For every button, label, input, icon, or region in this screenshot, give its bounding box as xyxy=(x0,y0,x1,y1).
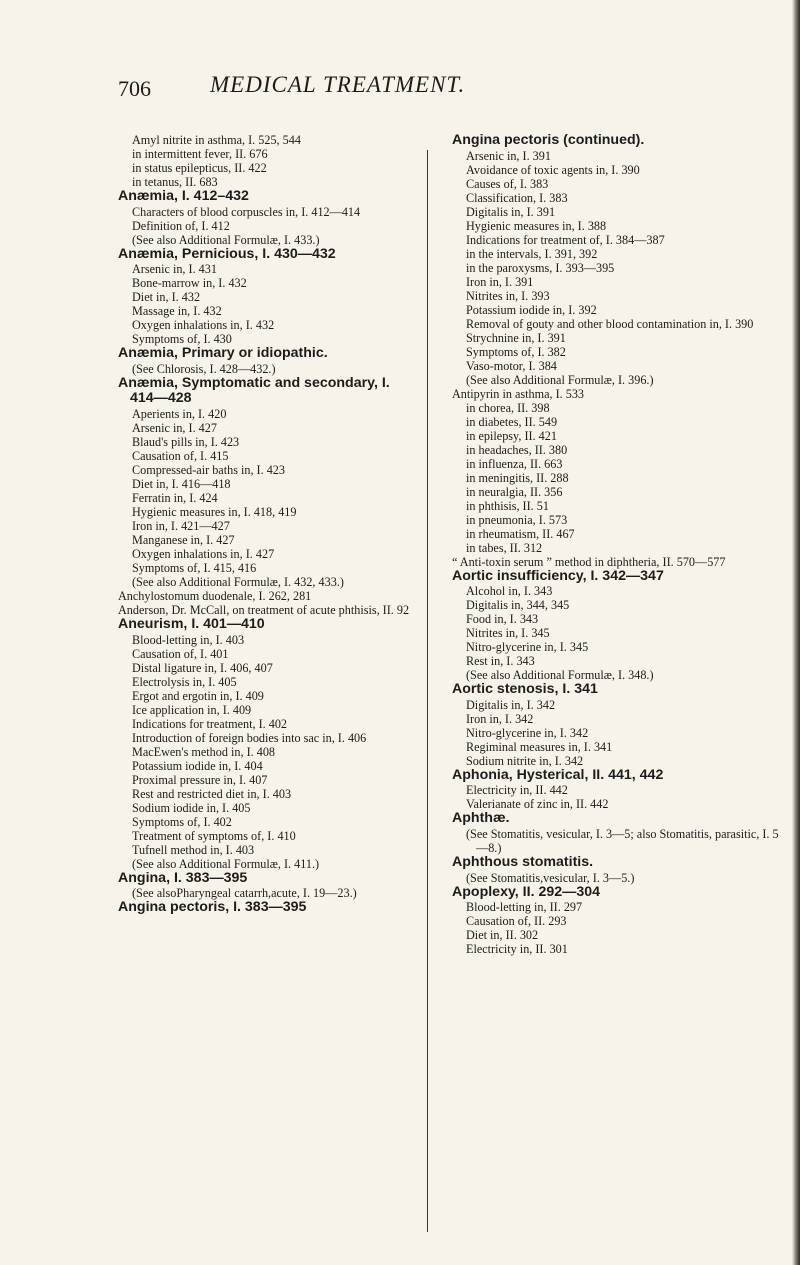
left-column xyxy=(118,133,416,916)
page-number: 706 xyxy=(118,76,151,101)
index-heading: Aortic insufficiency, I. 342—347 xyxy=(452,567,664,584)
index-entry: in the intervals, I. 391, 392 xyxy=(466,246,598,261)
index-entry: Sodium nitrite in, I. 342 xyxy=(466,753,584,768)
page-edge-shadow xyxy=(792,0,800,1265)
index-entry: Digitalis in, 344, 345 xyxy=(466,598,570,613)
index-entry: Electrolysis in, I. 405 xyxy=(132,674,237,689)
index-entry: Vaso-motor, I. 384 xyxy=(466,358,557,373)
index-heading: Anæmia, I. 412–432 xyxy=(118,188,249,204)
index-heading: Apoplexy, II. 292—304 xyxy=(452,883,600,900)
index-entry: Nitro-glycerine in, I. 342 xyxy=(466,725,589,740)
index-entry: Arsenic in, I. 391 xyxy=(466,148,551,163)
index-entry: Electricity in, II. 442 xyxy=(466,783,568,798)
index-entry: Nitrites in, I. 393 xyxy=(466,288,550,303)
index-entry: in tetanus, II. 683 xyxy=(132,175,218,189)
index-entry: Definition of, I. 412 xyxy=(132,218,230,233)
index-entry: Symptoms of, I. 382 xyxy=(466,344,566,359)
index-entry: Ergot and ergotin in, I. 409 xyxy=(132,688,264,703)
index-entry: MacEwen's method in, I. 408 xyxy=(132,744,276,759)
index-entry: (See Stomatitis, vesicular, I. 3—5; also Stomatitis, parasitic, I. 5—8.) xyxy=(466,826,779,855)
index-heading: Anæmia, Primary or idiopathic. xyxy=(118,345,328,362)
index-entry: Anderson, Dr. McCall, on treatment of acute phthisis, II. 92 xyxy=(118,602,410,617)
index-entry: in pneumonia, I. 573 xyxy=(466,512,568,527)
index-entry: Blood-letting in, II. 297 xyxy=(466,900,583,915)
index-entry: Proximal pressure in, I. 407 xyxy=(132,772,268,787)
index-entry: Removal of gouty and other blood contamination in, I. 390 xyxy=(466,316,754,331)
index-entry: (See also Additional Formulæ, I. 432, 433.) xyxy=(132,574,344,589)
index-entry: Sodium iodide in, I. 405 xyxy=(132,800,251,815)
index-entry: Nitro-glycerine in, I. 345 xyxy=(466,640,589,655)
index-entry: Nitrites in, I. 345 xyxy=(466,626,550,641)
index-heading: Angina, I. 383—395 xyxy=(118,869,248,886)
index-entry: Oxygen inhalations in, I. 432 xyxy=(132,318,275,333)
index-entry: Ferratin in, I. 424 xyxy=(132,490,218,505)
index-entry: Indications for treatment of, I. 384—387 xyxy=(466,232,665,247)
index-entry: Anchylostomum duodenale, I. 262, 281 xyxy=(118,588,312,603)
index-entry: Strychnine in, I. 391 xyxy=(466,330,566,345)
index-entry: Electricity in, II. 301 xyxy=(466,942,568,957)
index-entry: Food in, I. 343 xyxy=(466,612,539,627)
index-entry: Arsenic in, I. 431 xyxy=(132,262,217,277)
index-heading: Aphthæ. xyxy=(452,810,510,827)
index-heading: Anæmia, Pernicious, I. 430—432 xyxy=(118,245,336,262)
index-entry: Digitalis in, I. 391 xyxy=(466,204,556,219)
index-entry: Valerianate of zinc in, II. 442 xyxy=(466,797,609,812)
right-column xyxy=(452,133,782,956)
index-entry: Tufnell method in, I. 403 xyxy=(132,842,255,857)
index-entry: Iron in, I. 391 xyxy=(466,274,534,289)
index-heading: Angina pectoris, I. 383—395 xyxy=(118,899,307,916)
page-header xyxy=(96,72,716,112)
index-entry: Manganese in, I. 427 xyxy=(132,532,235,547)
index-entry: Aperients in, I. 420 xyxy=(132,406,227,421)
index-heading: Anæmia, Symptomatic and secondary, I. 414—428 xyxy=(118,374,390,407)
index-entry: Symptoms of, I. 415, 416 xyxy=(132,560,257,575)
index-entry: Diet in, I. 432 xyxy=(132,290,201,305)
index-entry: Diet in, I. 416—418 xyxy=(132,476,231,491)
index-entry: Symptoms of, I. 430 xyxy=(132,332,232,347)
index-entry: in rheumatism, II. 467 xyxy=(466,526,575,541)
index-entry: (See also Additional Formulæ, I. 411.) xyxy=(132,856,320,871)
index-entry: Potassium iodide in, I. 392 xyxy=(466,302,597,317)
index-entry: Causation of, I. 415 xyxy=(132,448,229,463)
running-title: MEDICAL TREATMENT. xyxy=(210,72,466,97)
index-entry: “ Anti-toxin serum ” method in diphtheria, II. 570—577 xyxy=(452,554,726,569)
index-entry: Treatment of symptoms of, I. 410 xyxy=(132,828,296,843)
index-heading: Aphonia, Hysterical, II. 441, 442 xyxy=(452,766,664,783)
index-entry: Iron in, I. 421—427 xyxy=(132,518,230,533)
index-entry: in chorea, II. 398 xyxy=(466,400,550,415)
index-entry: (See also Additional Formulæ, I. 348.) xyxy=(466,668,654,683)
index-entry: Bone-marrow in, I. 432 xyxy=(132,276,247,291)
index-entry: Distal ligature in, I. 406, 407 xyxy=(132,660,273,675)
index-entry: in status epilepticus, II. 422 xyxy=(132,161,267,175)
index-entry: Causation of, I. 401 xyxy=(132,646,229,661)
index-heading: Aneurism, I. 401—410 xyxy=(118,615,265,632)
index-entry: (See alsoPharyngeal catarrh,acute, I. 19—23.) xyxy=(132,886,357,901)
index-entry: Diet in, II. 302 xyxy=(466,928,539,943)
index-entry: (See Stomatitis,vesicular, I. 3—5.) xyxy=(466,870,635,885)
index-entry: (See Chlorosis, I. 428—432.) xyxy=(132,361,276,376)
index-entry: Causes of, I. 383 xyxy=(466,176,549,191)
index-entry: in epilepsy, II. 421 xyxy=(466,428,557,443)
index-entry: Blood-letting in, I. 403 xyxy=(132,632,245,647)
index-entry: Digitalis in, I. 342 xyxy=(466,697,556,712)
index-entry: in meningitis, II. 288 xyxy=(466,470,569,485)
index-entry: Ice application in, I. 409 xyxy=(132,702,252,717)
index-entry: Iron in, I. 342 xyxy=(466,711,534,726)
index-entry: Causation of, II. 293 xyxy=(466,914,567,929)
index-heading: Aortic stenosis, I. 341 xyxy=(452,681,598,698)
index-entry: in diabetes, II. 549 xyxy=(466,414,558,429)
index-entry: in the paroxysms, I. 393—395 xyxy=(466,260,615,275)
index-entry: Indications for treatment, I. 402 xyxy=(132,716,288,731)
index-entry: Oxygen inhalations in, I. 427 xyxy=(132,546,275,561)
index-entry: Compressed-air baths in, I. 423 xyxy=(132,462,285,477)
index-entry: Hygienic measures in, I. 388 xyxy=(466,218,607,233)
index-entry: Potassium iodide in, I. 404 xyxy=(132,758,263,773)
index-entry: Blaud's pills in, I. 423 xyxy=(132,434,240,449)
index-entry: Arsenic in, I. 427 xyxy=(132,420,217,435)
index-entry: Massage in, I. 432 xyxy=(132,304,222,319)
index-entry: Symptoms of, I. 402 xyxy=(132,814,232,829)
index-entry: Alcohol in, I. 343 xyxy=(466,584,553,599)
index-entry: (See also Additional Formulæ, I. 433.) xyxy=(132,232,320,247)
index-entry: in tabes, II. 312 xyxy=(466,540,543,555)
index-entry: Characters of blood corpuscles in, I. 412—414 xyxy=(132,204,361,219)
index-entry: Rest and restricted diet in, I. 403 xyxy=(132,786,292,801)
index-entry: Introduction of foreign bodies into sac in, I. 406 xyxy=(132,730,367,745)
index-entry: Rest in, I. 343 xyxy=(466,654,535,669)
index-entry: Antipyrin in asthma, I. 533 xyxy=(452,386,585,401)
index-entry: Regiminal measures in, I. 341 xyxy=(466,739,613,754)
index-heading: Angina pectoris (continued). xyxy=(452,132,645,148)
index-entry: Avoidance of toxic agents in, I. 390 xyxy=(466,162,640,177)
index-heading: Aphthous stomatitis. xyxy=(452,853,594,870)
index-entry: in headaches, II. 380 xyxy=(466,442,568,457)
index-entry: in phthisis, II. 51 xyxy=(466,498,549,513)
index-entry: (See also Additional Formulæ, I. 396.) xyxy=(466,372,654,387)
index-entry: in intermittent fever, II. 676 xyxy=(132,147,268,161)
column-divider xyxy=(427,150,428,1232)
index-entry: in influenza, II. 663 xyxy=(466,456,563,471)
index-entry: Hygienic measures in, I. 418, 419 xyxy=(132,504,297,519)
index-entry: Classification, I. 383 xyxy=(466,190,568,205)
index-entry: in neuralgia, II. 356 xyxy=(466,484,563,499)
index-entry: Amyl nitrite in asthma, I. 525, 544 xyxy=(132,133,301,147)
